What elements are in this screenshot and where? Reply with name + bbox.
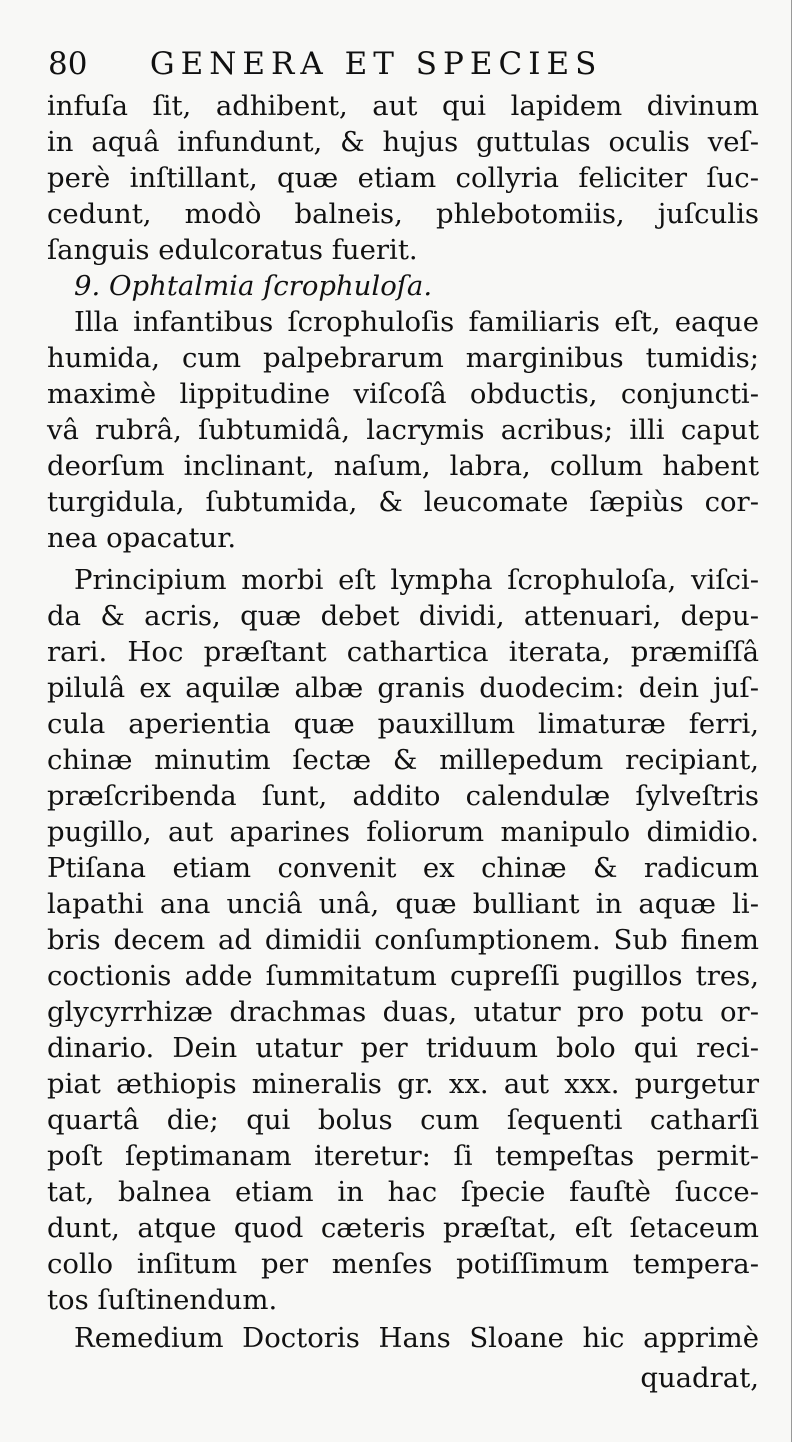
text-line-4: cedunt, modò balneis, phlebotomiis, juſculis [47,198,759,230]
text-line-17: pilulâ ex aquilæ albæ granis duodecim: dein juſ- [47,672,759,704]
text-line-27: dinario. Dein utatur per triduum bolo qui reci- [47,1032,759,1064]
running-head: GENERA ET SPECIES [149,46,603,82]
text-line-26: glycyrrhizæ drachmas duas, utatur pro potu or- [47,996,759,1028]
section-heading: 9. Ophtalmia ſcrophuloſa. [74,270,433,302]
text-line-22: Ptiſana etiam convenit ex chinæ & radicum [47,852,759,884]
text-line-5: ſanguis edulcoratus fuerit. [47,234,418,266]
text-line-25: coctionis adde ſummitatum cupreſſi pugillos tres, [47,960,759,992]
text-line-16: rari. Hoc præſtant cathartica iterata, præmiſſâ [47,636,759,668]
text-line-11: deorſum inclinant, naſum, labra, collum habent [47,450,759,482]
text-line-35: Remedium Doctoris Hans Sloane hic apprimè [74,1322,759,1354]
text-line-3: perè inſtillant, quæ etiam collyria feliciter ſuc- [47,162,759,194]
text-line-13: nea opacatur. [47,522,237,554]
text-line-14: Principium morbi eſt lympha ſcrophuloſa, viſci- [74,564,759,596]
text-line-23: lapathi ana unciâ unâ, quæ bulliant in aquæ li- [47,888,759,920]
text-line-21: pugillo, aut aparines foliorum manipulo dimidio. [47,816,759,848]
text-line-18: cula aperientia quæ pauxillum limaturæ ferri, [47,708,759,740]
text-line-7: Illa infantibus ſcrophuloſis familiaris eſt, eaque [74,306,759,338]
text-line-32: dunt, atque quod cæteris præſtat, eſt ſetaceum [47,1212,759,1244]
scan-edge [791,0,800,1442]
text-line-34: tos ſuſtinendum. [47,1284,278,1316]
text-line-12: turgidula, ſubtumida, & leucomate ſæpiùs cor- [47,486,759,518]
text-line-30: poſt ſeptimanam iteretur: ſi tempeſtas permit- [47,1140,759,1172]
text-line-28: piat æthiopis mineralis gr. xx. aut xxx. purgetur [47,1068,759,1100]
page-header [48,40,768,88]
text-line-10: vâ rubrâ, ſubtumidâ, lacrymis acribus; illi caput [47,414,759,446]
text-line-19: chinæ minutim ſectæ & millepedum recipiant, [47,744,759,776]
text-line-31: tat, balnea etiam in hac ſpecie fauſtè ſucce- [47,1176,759,1208]
text-line-1: infuſa ſit, adhibent, aut qui lapidem divinum [47,90,759,122]
page-number: 80 [48,46,88,82]
catchword: quadrat, [640,1362,759,1394]
text-line-33: collo inſitum per menſes potiſſimum tempera- [47,1248,759,1280]
text-line-24: bris decem ad dimidii conſumptionem. Sub finem [47,924,759,956]
text-line-2: in aquâ infundunt, & hujus guttulas oculis veſ- [47,126,759,158]
text-line-8: humida, cum palpebrarum marginibus tumidis; [47,342,759,374]
text-line-20: præſcribenda ſunt, addito calendulæ ſylveſtris [47,780,759,812]
text-line-9: maximè lippitudine viſcoſâ obductis, conjuncti- [47,378,759,410]
text-line-15: da & acris, quæ debet dividi, attenuari, depu- [47,600,759,632]
text-line-29: quartâ die; qui bolus cum ſequenti catharſi [47,1104,759,1136]
